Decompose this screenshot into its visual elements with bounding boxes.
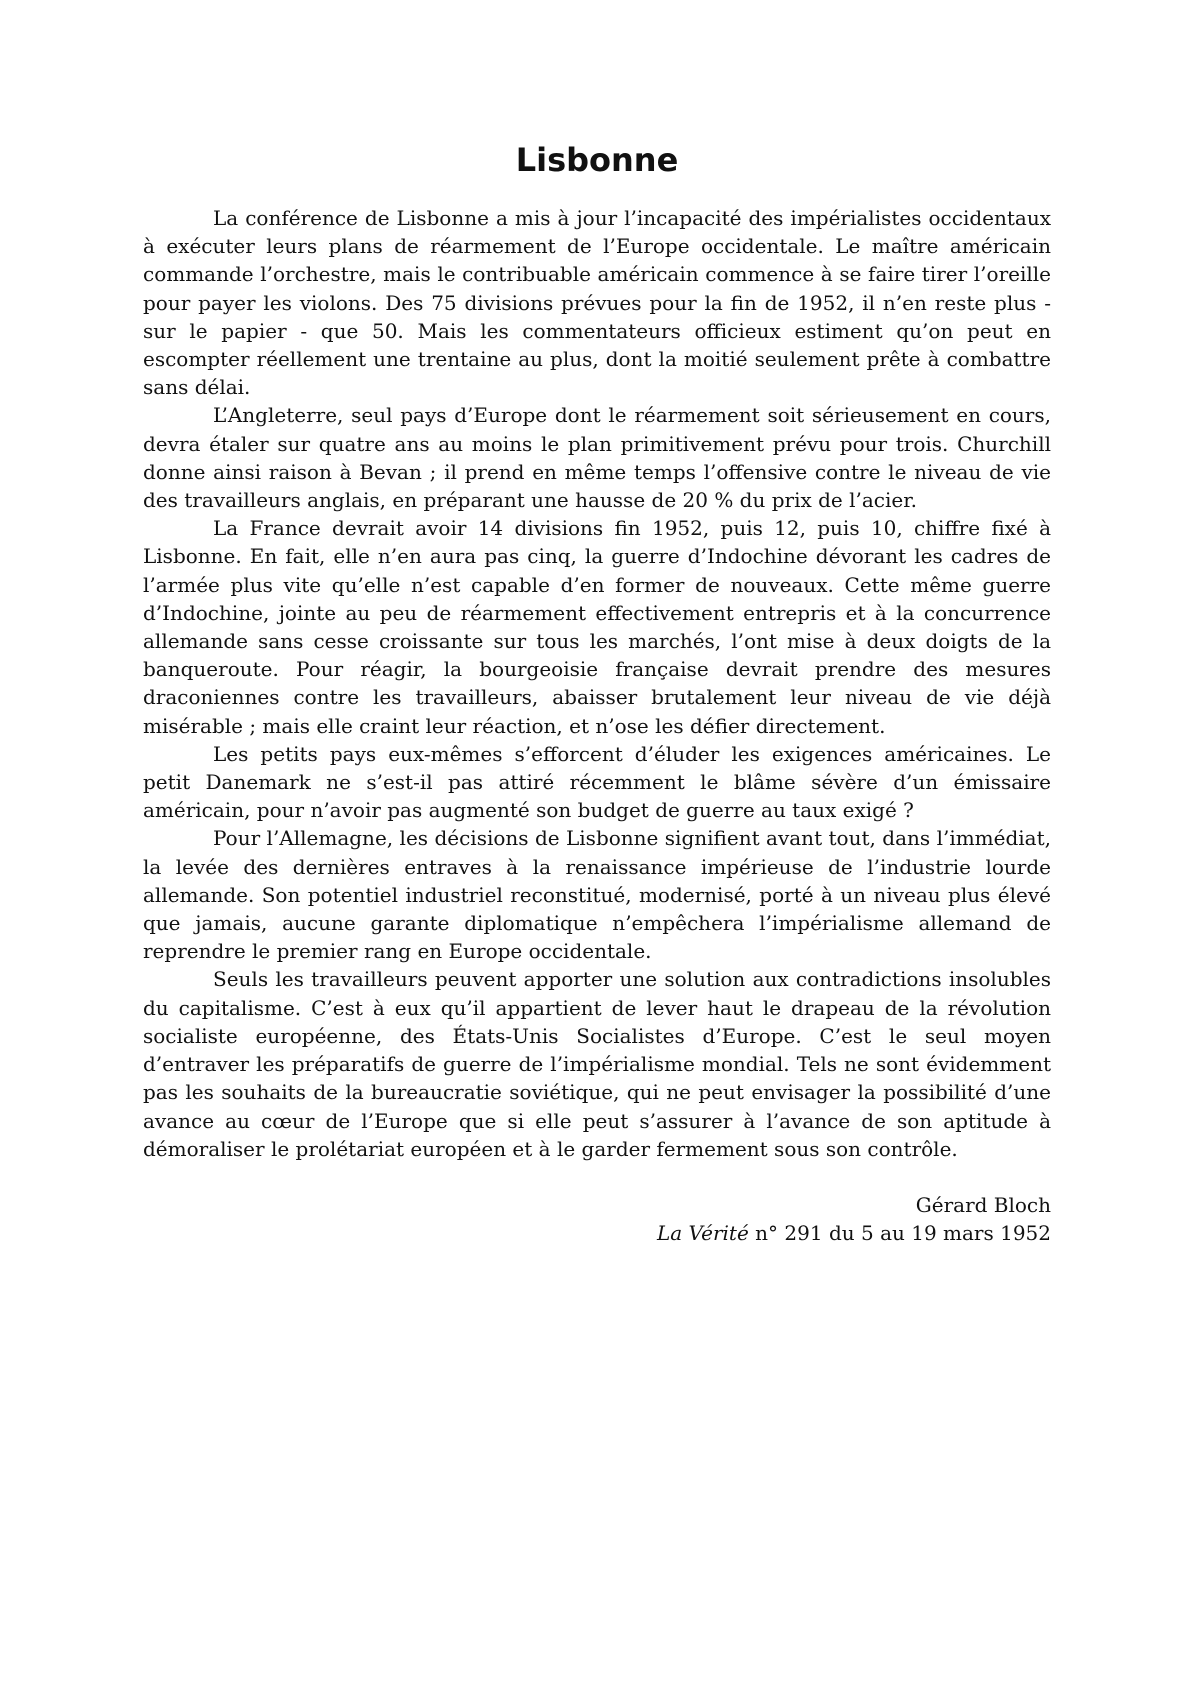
- author-name: Gérard Bloch: [915, 1192, 1051, 1217]
- paragraph: La conférence de Lisbonne a mis à jour l’incapacité des impérialistes occidentaux à exécuter leurs plans de réarmement de l’Europe occidentale. Le maître américain commande l’orchestre, mais le contribuable américain commence à se faire tirer l’oreille pour payer les violons. Des 75 divisions prévues pour la fin de 1952, il n’en reste plus - sur le papier - que 50. Mais les commentateurs officieux estiment qu’on peut en escompter réellement une trentaine au plus, dont la moitié seulement prête à combattre sans délai.: [143, 206, 1051, 400]
- source-citation: [143, 1219, 1051, 1247]
- paragraph: La France devrait avoir 14 divisions fin 1952, puis 12, puis 10, chiffre fixé à Lisbonne. En fait, elle n’en aura pas cinq, la guerre d’Indochine dévorant les cadres de l’armée plus vite qu’elle n’est capable d’en former de nouveaux. Cette même guerre d’Indochine, jointe au peu de réarmement effectivement entrepris et à la concurrence allemande sans cesse croissante sur tous les marchés, l’ont mise à deux doigts de la banqueroute. Pour réagir, la bourgeoisie française devrait prendre des mesures draconiennes contre les travailleurs, abaisser brutalement leur niveau de vie déjà misérable ; mais elle craint leur réaction, et n’ose les défier directement.: [143, 516, 1051, 738]
- paragraph: Pour l’Allemagne, les décisions de Lisbonne signifient avant tout, dans l’immédiat, la levée des dernières entraves à la renaissance impérieuse de l’industrie lourde allemande. Son potentiel industriel reconstitué, modernisé, porté à un niveau plus élevé que jamais, aucune garante diplomatique n’empêchera l’impérialisme allemand de reprendre le premier rang en Europe occidentale.: [143, 826, 1051, 964]
- document-page: [143, 140, 1051, 1247]
- publication-title: La Vérité: [656, 1221, 749, 1246]
- article-body: [143, 204, 1051, 1163]
- paragraph: Seuls les travailleurs peuvent apporter une solution aux contradictions insolubles du capitalisme. C’est à eux qu’il appartient de lever haut le drapeau de la révolution socialiste européenne, des États-Unis Socialistes d’Europe. C’est le seul moyen d’entraver les préparatifs de guerre de l’impérialisme mondial. Tels ne sont évidemment pas les souhaits de la bureaucratie soviétique, qui ne peut envisager la possibilité d’une avance au cœur de l’Europe que si elle peut s’assurer à l’avance de son aptitude à démoraliser le prolétariat européen et à le garder fermement sous son contrôle.: [143, 967, 1051, 1161]
- paragraph: Les petits pays eux-mêmes s’efforcent d’éluder les exigences américaines. Le petit Danemark ne s’est-il pas attiré récemment le blâme sévère d’un émissaire américain, pour n’avoir pas augmenté son budget de guerre au taux exigé ?: [143, 741, 1051, 823]
- publication-details: n° 291 du 5 au 19 mars 1952: [748, 1221, 1051, 1246]
- document-title: Lisbonne: [515, 141, 679, 179]
- paragraph: L’Angleterre, seul pays d’Europe dont le réarmement soit sérieusement en cours, devra étaler sur quatre ans au moins le plan primitivement prévu pour trois. Churchill donne ainsi raison à Bevan ; il prend en même temps l’offensive contre le niveau de vie des travailleurs anglais, en préparant une hausse de 20 % du prix de l’acier.: [143, 403, 1051, 513]
- signature-block: [143, 1191, 1051, 1247]
